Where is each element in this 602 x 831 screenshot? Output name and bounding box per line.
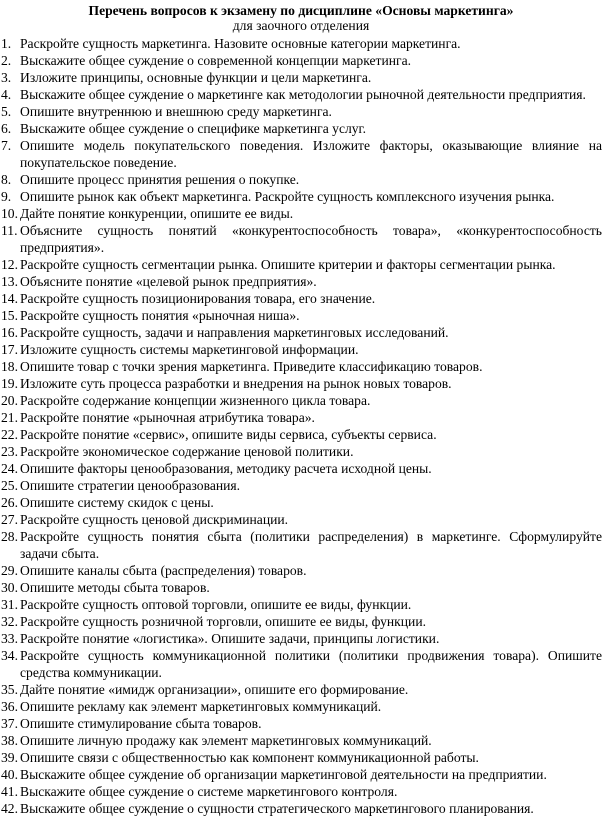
question-number: 30. xyxy=(1,580,18,595)
question-text: Раскройте сущность сегментации рынка. Опишите критерии и факторы сегментации рынка. xyxy=(20,257,556,272)
question-number: 14. xyxy=(1,291,18,306)
question-number: 11. xyxy=(1,223,18,238)
question-number: 15. xyxy=(1,308,18,323)
question-number: 18. xyxy=(1,359,18,374)
question-text: Объясните понятие «целевой рынок предприятия». xyxy=(20,274,317,289)
list-item xyxy=(0,358,602,375)
question-text: Опишите каналы сбыта (распределения) товаров. xyxy=(20,563,307,578)
question-text: Опишите стратегии ценообразования. xyxy=(20,478,241,493)
question-number: 13. xyxy=(1,274,18,289)
question-number: 32. xyxy=(1,614,18,629)
list-item xyxy=(0,647,602,681)
list-item xyxy=(0,783,602,800)
question-number: 1. xyxy=(1,36,12,51)
question-number: 36. xyxy=(1,699,18,714)
question-text: Опишите факторы ценообразования, методику расчета исходной цены. xyxy=(20,461,432,476)
list-item xyxy=(0,494,602,511)
question-text: Опишите личную продажу как элемент маркетинговых коммуникаций. xyxy=(20,733,432,748)
list-item xyxy=(0,426,602,443)
list-item xyxy=(0,766,602,783)
question-text: Раскройте сущность ценовой дискриминации. xyxy=(20,512,289,527)
question-number: 16. xyxy=(1,325,18,340)
question-text: Дайте понятие «имидж организации», опишите его формирование. xyxy=(20,682,409,697)
question-number: 31. xyxy=(1,597,18,612)
list-item xyxy=(0,715,602,732)
list-item xyxy=(0,613,602,630)
list-item xyxy=(0,69,602,86)
list-item xyxy=(0,460,602,477)
question-number: 34. xyxy=(1,648,18,663)
list-item xyxy=(0,698,602,715)
question-text: Раскройте сущность маркетинга. Назовите основные категории маркетинга. xyxy=(20,36,461,51)
question-number: 19. xyxy=(1,376,18,391)
question-text: Опишите модель покупательского поведения. Изложите факторы, оказывающие влияние на покупательское поведение. xyxy=(20,138,602,170)
question-list xyxy=(0,35,602,817)
list-item xyxy=(0,800,602,817)
list-item xyxy=(0,273,602,290)
question-text: Опишите стимулирование сбыта товаров. xyxy=(20,716,262,731)
question-number: 37. xyxy=(1,716,18,731)
question-text: Опишите связи с общественностью как компонент коммуникационной работы. xyxy=(20,750,479,765)
list-item xyxy=(0,324,602,341)
list-item xyxy=(0,171,602,188)
question-text: Раскройте понятие «логистика». Опишите задачи, принципы логистики. xyxy=(20,631,440,646)
question-number: 21. xyxy=(1,410,18,425)
question-number: 29. xyxy=(1,563,18,578)
question-number: 8. xyxy=(1,172,12,187)
question-text: Опишите систему скидок с цены. xyxy=(20,495,214,510)
list-item xyxy=(0,732,602,749)
question-text: Раскройте сущность понятия «рыночная ниша». xyxy=(20,308,300,323)
question-number: 42. xyxy=(1,801,18,816)
question-number: 5. xyxy=(1,104,12,119)
question-number: 2. xyxy=(1,53,12,68)
list-item xyxy=(0,290,602,307)
question-text: Опишите товар с точки зрения маркетинга. Приведите классификацию товаров. xyxy=(20,359,483,374)
question-text: Дайте понятие конкуренции, опишите ее виды. xyxy=(20,206,294,221)
list-item xyxy=(0,528,602,562)
question-number: 28. xyxy=(1,529,18,544)
list-item xyxy=(0,749,602,766)
list-item xyxy=(0,188,602,205)
question-number: 27. xyxy=(1,512,18,527)
list-item xyxy=(0,681,602,698)
list-item xyxy=(0,409,602,426)
question-number: 26. xyxy=(1,495,18,510)
question-text: Раскройте понятие «сервис», опишите виды сервиса, субъекты сервиса. xyxy=(20,427,437,442)
question-number: 10. xyxy=(1,206,18,221)
question-number: 20. xyxy=(1,393,18,408)
question-text: Изложите принципы, основные функции и цели маркетинга. xyxy=(20,70,372,85)
question-text: Раскройте сущность позиционирования товара, его значение. xyxy=(20,291,376,306)
list-item xyxy=(0,477,602,494)
list-item xyxy=(0,596,602,613)
list-item xyxy=(0,222,602,256)
question-number: 24. xyxy=(1,461,18,476)
list-item xyxy=(0,103,602,120)
question-text: Раскройте сущность коммуникационной политики (политики продвижения товара). Опишите средства коммуникации. xyxy=(20,648,602,680)
list-item xyxy=(0,443,602,460)
question-text: Опишите процесс принятия решения о покупке. xyxy=(20,172,300,187)
question-text: Изложите сущность системы маркетинговой информации. xyxy=(20,342,359,357)
question-number: 4. xyxy=(1,87,12,102)
list-item xyxy=(0,375,602,392)
question-text: Опишите рекламу как элемент маркетинговых коммуникаций. xyxy=(20,699,382,714)
question-text: Выскажите общее суждение о системе маркетингового контроля. xyxy=(20,784,398,799)
list-item xyxy=(0,341,602,358)
question-text: Изложите суть процесса разработки и внедрения на рынок новых товаров. xyxy=(20,376,452,391)
document-title: Перечень вопросов к экзамену по дисциплине «Основы маркетинга» xyxy=(88,3,514,18)
list-item xyxy=(0,256,602,273)
list-item xyxy=(0,511,602,528)
question-number: 3. xyxy=(1,70,12,85)
question-text: Объясните сущность понятий «конкурентоспособность товара», «конкурентоспособность предприятия». xyxy=(20,223,602,255)
list-item xyxy=(0,630,602,647)
question-text: Выскажите общее суждение о сущности стратегического маркетингового планирования. xyxy=(20,801,534,816)
question-number: 25. xyxy=(1,478,18,493)
question-text: Опишите рынок как объект маркетинга. Раскройте сущность комплексного изучения рынка. xyxy=(20,189,555,204)
question-text: Выскажите общее суждение об организации маркетинговой деятельности на предприятии. xyxy=(20,767,547,782)
question-number: 7. xyxy=(1,138,12,153)
list-item xyxy=(0,137,602,171)
question-number: 41. xyxy=(1,784,18,799)
question-text: Опишите методы сбыта товаров. xyxy=(20,580,210,595)
question-text: Опишите внутреннюю и внешнюю среду маркетинга. xyxy=(20,104,332,119)
question-text: Раскройте сущность розничной торговли, опишите ее виды, функции. xyxy=(20,614,426,629)
question-number: 40. xyxy=(1,767,18,782)
list-item xyxy=(0,52,602,69)
question-text: Выскажите общее суждение о современной концепции маркетинга. xyxy=(20,53,412,68)
question-text: Раскройте сущность оптовой торговли, опишите ее виды, функции. xyxy=(20,597,412,612)
list-item xyxy=(0,205,602,222)
question-text: Раскройте сущность, задачи и направления маркетинговых исследований. xyxy=(20,325,449,340)
question-text: Раскройте сущность понятия сбыта (политики распределения) в маркетинге. Сформулируйте задачи сбыта. xyxy=(20,529,602,561)
question-text: Раскройте экономическое содержание ценовой политики. xyxy=(20,444,354,459)
document-subtitle: для заочного отделения xyxy=(232,18,370,33)
question-number: 6. xyxy=(1,121,12,136)
question-text: Раскройте понятие «рыночная атрибутика товара». xyxy=(20,410,315,425)
question-number: 39. xyxy=(1,750,18,765)
list-item xyxy=(0,392,602,409)
question-text: Выскажите общее суждение о маркетинге как методологии рыночной деятельности предприятия. xyxy=(20,87,586,102)
list-item xyxy=(0,562,602,579)
question-number: 23. xyxy=(1,444,18,459)
question-number: 33. xyxy=(1,631,18,646)
list-item xyxy=(0,120,602,137)
question-number: 22. xyxy=(1,427,18,442)
question-number: 9. xyxy=(1,189,12,204)
question-text: Выскажите общее суждение о специфике маркетинга услуг. xyxy=(20,121,367,136)
list-item xyxy=(0,579,602,596)
list-item xyxy=(0,307,602,324)
list-item xyxy=(0,35,602,52)
question-text: Раскройте содержание концепции жизненного цикла товара. xyxy=(20,393,371,408)
list-item xyxy=(0,86,602,103)
question-number: 17. xyxy=(1,342,18,357)
question-number: 35. xyxy=(1,682,18,697)
question-number: 38. xyxy=(1,733,18,748)
question-number: 12. xyxy=(1,257,18,272)
